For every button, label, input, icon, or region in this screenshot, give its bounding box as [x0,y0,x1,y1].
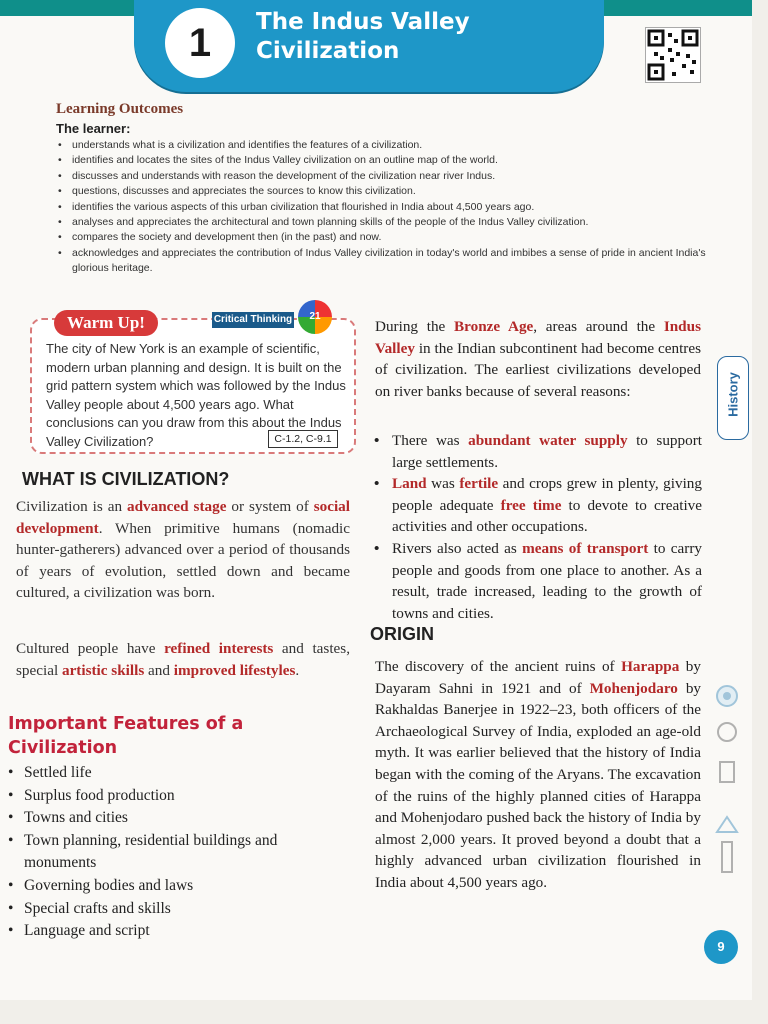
list-item: • Rivers also acted as means of transport to carry people and goods from one place to another. As a result, trade increased, leading to the growth of towns and cities. [370,538,702,624]
list-item: • There was abundant water supply to support large settlements. [370,430,702,473]
list-item: • discusses and understands with reason the development of the civilization near river Indus. [56,169,716,184]
page-number: 9 [704,930,738,964]
civilization-definition: Civilization is an advanced stage or system of social development. When primitive humans (nomadic hunter-gatherers) advanced over a period of thousands of years of evolution, settled down and became cultured, a civilization was born. [16,498,350,601]
cultured-people-para: Cultured people have refined interests and tastes, special artistic skills and improved lifestyles. [16,640,350,679]
list-item: • Language and script [6,920,351,943]
bronze-age-intro: During the Bronze Age, areas around the Indus Valley in the Indian subcontinent had become centres of civilization. The earliest civilizations developed on river banks because of several reasons: [375,318,701,400]
list-item: • identifies and locates the sites of the Indus Valley civilization on an outline map of the world. [56,153,716,168]
list-item: • compares the society and development then (in the past) and now. [56,230,716,245]
list-item: • Surplus food production [6,785,351,808]
list-item: • identifies the various aspects of this urban civilization that flourished in India about 4,500 years ago. [56,200,716,215]
chapter-title-line2: Civilization [256,38,400,64]
chapter-title [256,8,576,66]
list-item: • Governing bodies and laws [6,875,351,898]
list-item: • Settled life [6,762,351,785]
learner-label: The learner: [56,121,131,136]
chapter-title-line1: The Indus Valley [256,9,470,35]
warm-up-label: Warm Up! [54,310,158,336]
list-item: • acknowledges and appreciates the contribution of Indus Valley civilization in today's world and imbibes a sense of pride in ancient India's glorious heritage. [56,246,716,277]
what-is-civilization-heading: WHAT IS CIVILIZATION? [22,469,230,489]
qr-code-icon[interactable] [645,27,701,83]
features-heading: Important Features of a Civilization [8,714,244,758]
features-list [6,762,351,943]
learning-outcomes-title: Learning Outcomes [56,101,184,117]
origin-para: The discovery of the ancient ruins of Harappa by Dayaram Sahni in 1921 and of Mohenjodaro by Rakhaldas Banerjee in 1922–23, both officers of the Archaeological Survey of India, exploded an age-old myth. It was earlier believed that the history of India began with the coming of the Aryans. The excavation of the ruins of the highly planned cities of Harappa and Mohenjodaro pushed back the history of India by almost 2,000 years. It proved beyond a doubt that a highly advanced urban civilization flourished in India about 4,500 years ago. [375,658,701,891]
list-item: • questions, discusses and appreciates the sources to know this civilization. [56,184,716,199]
list-item: • Town planning, residential buildings and monuments [6,830,351,875]
learning-outcomes-list [56,138,716,277]
competency-code: C-1.2, C-9.1 [268,430,338,448]
chapter-number: 1 [165,8,235,78]
list-item: • analyses and appreciates the architectural and town planning skills of the people of the Indus Valley civilization. [56,215,716,230]
skill-icons-column [712,682,742,882]
river-reasons-list [370,430,702,624]
list-item: • Special crafts and skills [6,898,351,921]
warm-up-text: The city of New York is an example of scientific, modern urban planning and design. It is built on the grid pattern system which was followed by the Indus Valley people about 4,500 years ago. What conclusions can you draw from this about the Indus Valley Civilization? [46,341,346,449]
list-item: • Towns and cities [6,807,351,830]
critical-thinking-tag: Critical Thinking [212,312,294,328]
list-item: • Land was fertile and crops grew in plenty, giving people adequate free time to devote to creative activities and other occupations. [370,473,702,538]
list-item: • understands what is a civilization and identifies the features of a civilization. [56,138,716,153]
origin-heading: ORIGIN [370,624,435,644]
skills-badge-icon: 21 [298,300,332,334]
subject-side-tab: History [717,356,749,440]
